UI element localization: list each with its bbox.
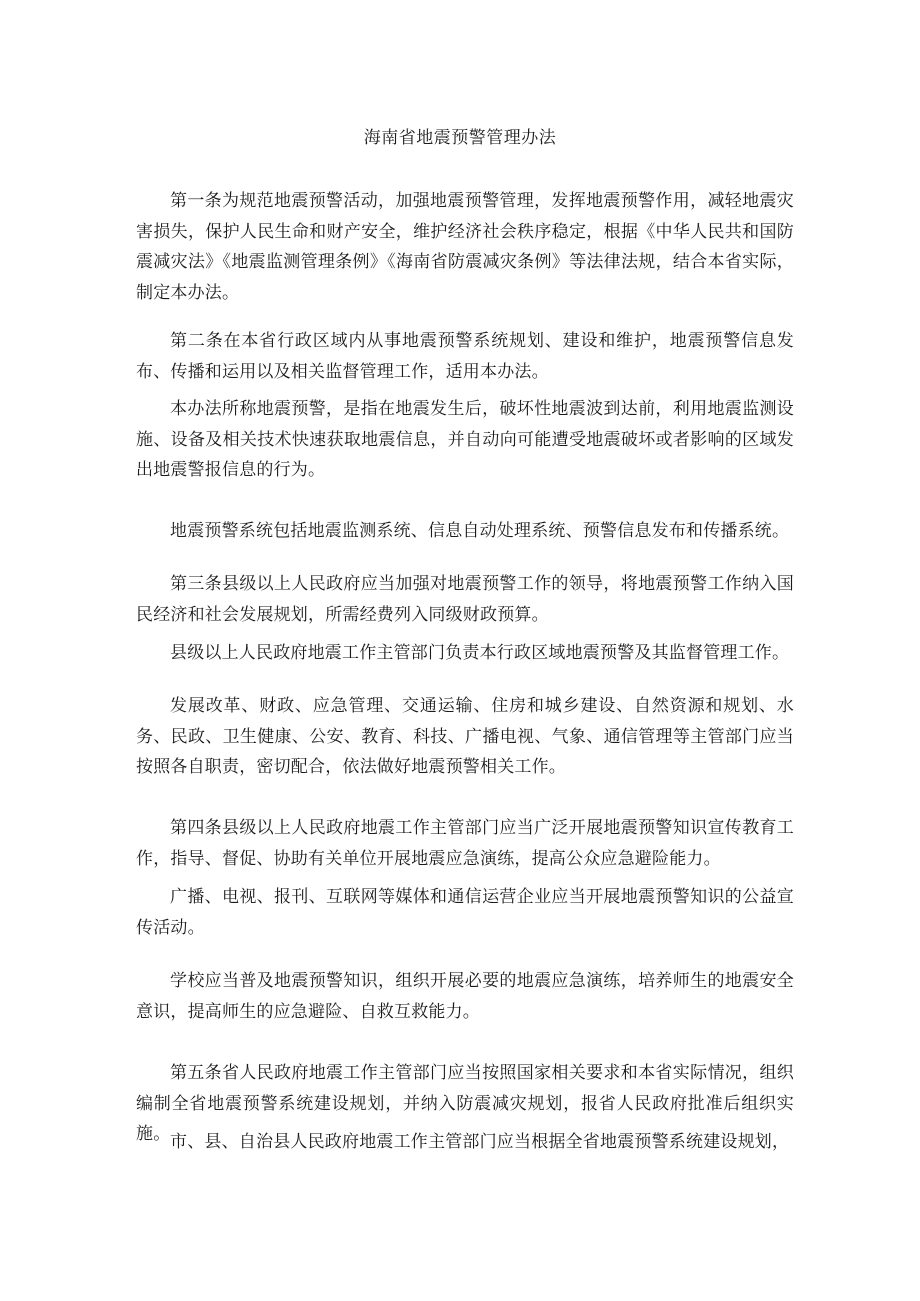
city-county-planning-paragraph: 市、县、自治县人民政府地震工作主管部门应当根据全省地震预警系统建设规划， [170, 1132, 790, 1152]
article-5-paragraph: 第五条省人民政府地震工作主管部门应当按照国家相关要求和本省实际情况，组织编制全省地震预警系统建设规划，并纳入防震减灾规划，报省人民政府批准后组织实施。 [136, 1063, 794, 1145]
school-education-paragraph: 学校应当普及地震预警知识，组织开展必要的地震应急演练，培养师生的地震安全意识，提高师生的应急避险、自救互救能力。 [136, 971, 794, 1022]
media-publicity-paragraph: 广播、电视、报刊、互联网等媒体和通信运营企业应当开展地震预警知识的公益宣传活动。 [136, 887, 794, 938]
article-3-paragraph: 第三条县级以上人民政府应当加强对地震预警工作的领导，将地震预警工作纳入国民经济和社会发展规划，所需经费列入同级财政预算。 [136, 574, 794, 625]
article-1-paragraph: 第一条为规范地震预警活动，加强地震预警管理，发挥地震预警作用，减轻地震灾害损失，保护人民生命和财产安全，维护经济社会秩序稳定，根据《中华人民共和国防震减灾法》《地震监测管理条例》《海南省防震减灾条例》等法律法规，结合本省实际，制定本办法。 [136, 191, 794, 303]
county-authority-paragraph: 县级以上人民政府地震工作主管部门负责本行政区域地震预警及其监督管理工作。 [170, 643, 790, 663]
article-4-paragraph: 第四条县级以上人民政府地震工作主管部门应当广泛开展地震预警知识宣传教育工作，指导、督促、协助有关单位开展地震应急演练，提高公众应急避险能力。 [136, 818, 794, 869]
document-title: 海南省地震预警管理办法 [363, 128, 557, 148]
warning-system-composition-paragraph: 地震预警系统包括地震监测系统、信息自动处理系统、预警信息发布和传播系统。 [170, 521, 790, 541]
earthquake-warning-definition-paragraph: 本办法所称地震预警，是指在地震发生后，破坏性地震波到达前，利用地震监测设施、设备及相关技术快速获取地震信息，并自动向可能遭受地震破坏或者影响的区域发出地震警报信息的行为。 [136, 399, 794, 481]
article-2-paragraph: 第二条在本省行政区域内从事地震预警系统规划、建设和维护，地震预警信息发布、传播和运用以及相关监督管理工作，适用本办法。 [136, 331, 794, 382]
departments-cooperation-paragraph: 发展改革、财政、应急管理、交通运输、住房和城乡建设、自然资源和规划、水务、民政、卫生健康、公安、教育、科技、广播电视、气象、通信管理等主管部门应当按照各自职责，密切配合，依法做好地震预警相关工作。 [136, 696, 794, 778]
